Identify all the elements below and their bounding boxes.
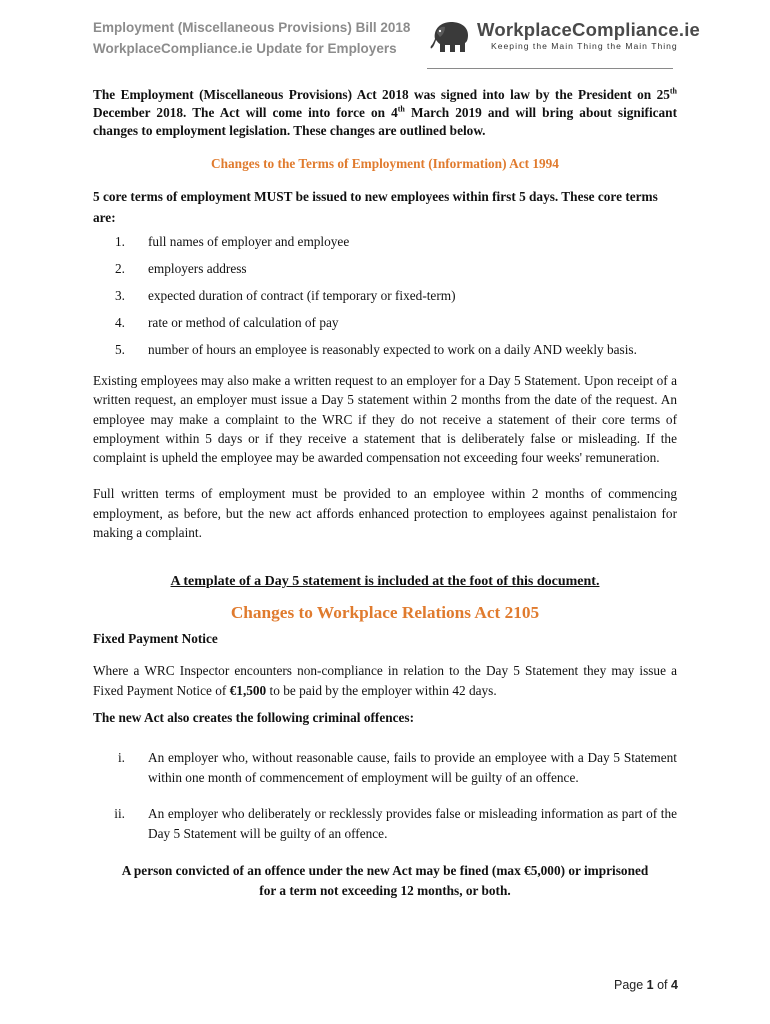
header-divider	[427, 68, 673, 69]
workplace-compliance-logo	[429, 17, 719, 57]
header-title: Employment (Miscellaneous Provisions) Bill 2018	[93, 20, 411, 35]
template-note: A template of a Day 5 statement is included at the foot of this document.	[170, 574, 600, 590]
list-item: ii. An employer who deliberately or recklessly provides false or misleading information as part of the Day 5 Statement will be guilty of an offence.	[114, 806, 677, 841]
section-heading-terms-of-employment: Changes to the Terms of Employment (Information) Act 1994	[211, 156, 559, 171]
document-body	[93, 86, 677, 901]
written-terms-paragraph: Full written terms of employment must be provided to an employee within 2 months of commencing employment, as before, but the new act affords enhanced protection to employees against penalistaion for making a complaint.	[93, 486, 677, 541]
logo-wordmark: WorkplaceCompliance.ie	[477, 19, 701, 40]
document-header	[93, 17, 410, 59]
elephant-icon	[429, 19, 473, 53]
section-heading-workplace-relations: Changes to Workplace Relations Act 2105	[230, 603, 540, 623]
criminal-offences-heading: The new Act also creates the following criminal offences:	[93, 710, 415, 726]
list-item: 5. number of hours an employee is reasonably expected to work on a daily AND weekly basis.	[115, 342, 637, 357]
core-terms-intro: 5 core terms of employment MUST be issued to new employees within first 5 days. These core terms are:	[93, 189, 658, 225]
fixed-payment-notice-paragraph: Where a WRC Inspector encounters non-compliance in relation to the Day 5 Statement they may issue a Fixed Payment Notice of €1,500 to be paid by the employer within 42 days.	[93, 663, 677, 698]
list-item: 3. expected duration of contract (if temporary or fixed-term)	[115, 288, 456, 303]
existing-employees-paragraph: Existing employees may also make a written request to an employer for a Day 5 Statement. Upon receipt of a written request, an employer must issue a Day 5 statement within 2 months from the date of the request. An employee may make a complaint to the WRC if they do not receive a statement of their core terms of employment within 5 days or if they receive a statement that is deliberately false or misleading. If the complaint is upheld the employee may be awarded compensation not exceeding four weeks' remuneration.	[93, 373, 677, 466]
logo-tagline: Keeping the Main Thing the Main Thing	[491, 41, 678, 51]
page-number: Page 1 of 4	[614, 978, 678, 992]
list-item: i. An employer who, without reasonable cause, fails to provide an employee with a Day 5 Statement within one month of commencement of employment will be guilty of an offence.	[117, 750, 677, 785]
list-item: 4. rate or method of calculation of pay	[115, 315, 339, 330]
list-item: 1. full names of employer and employee	[115, 234, 350, 249]
intro-paragraph: The Employment (Miscellaneous Provisions) Act 2018 was signed into law by the President on 25th December 2018. The Act will come into force on 4th March 2019 and will bring about significant changes to employment legislation. These changes are outlined below.	[93, 86, 678, 138]
header-subtitle: WorkplaceCompliance.ie Update for Employers	[93, 41, 397, 56]
core-terms-list	[93, 234, 677, 358]
fixed-payment-notice-heading: Fixed Payment Notice	[93, 631, 218, 647]
list-item: 2. employers address	[115, 261, 247, 276]
penalty-statement: A person convicted of an offence under the new Act may be fined (max €5,000) or imprisoned for a term not exceeding 12 months, or both.	[121, 863, 649, 899]
